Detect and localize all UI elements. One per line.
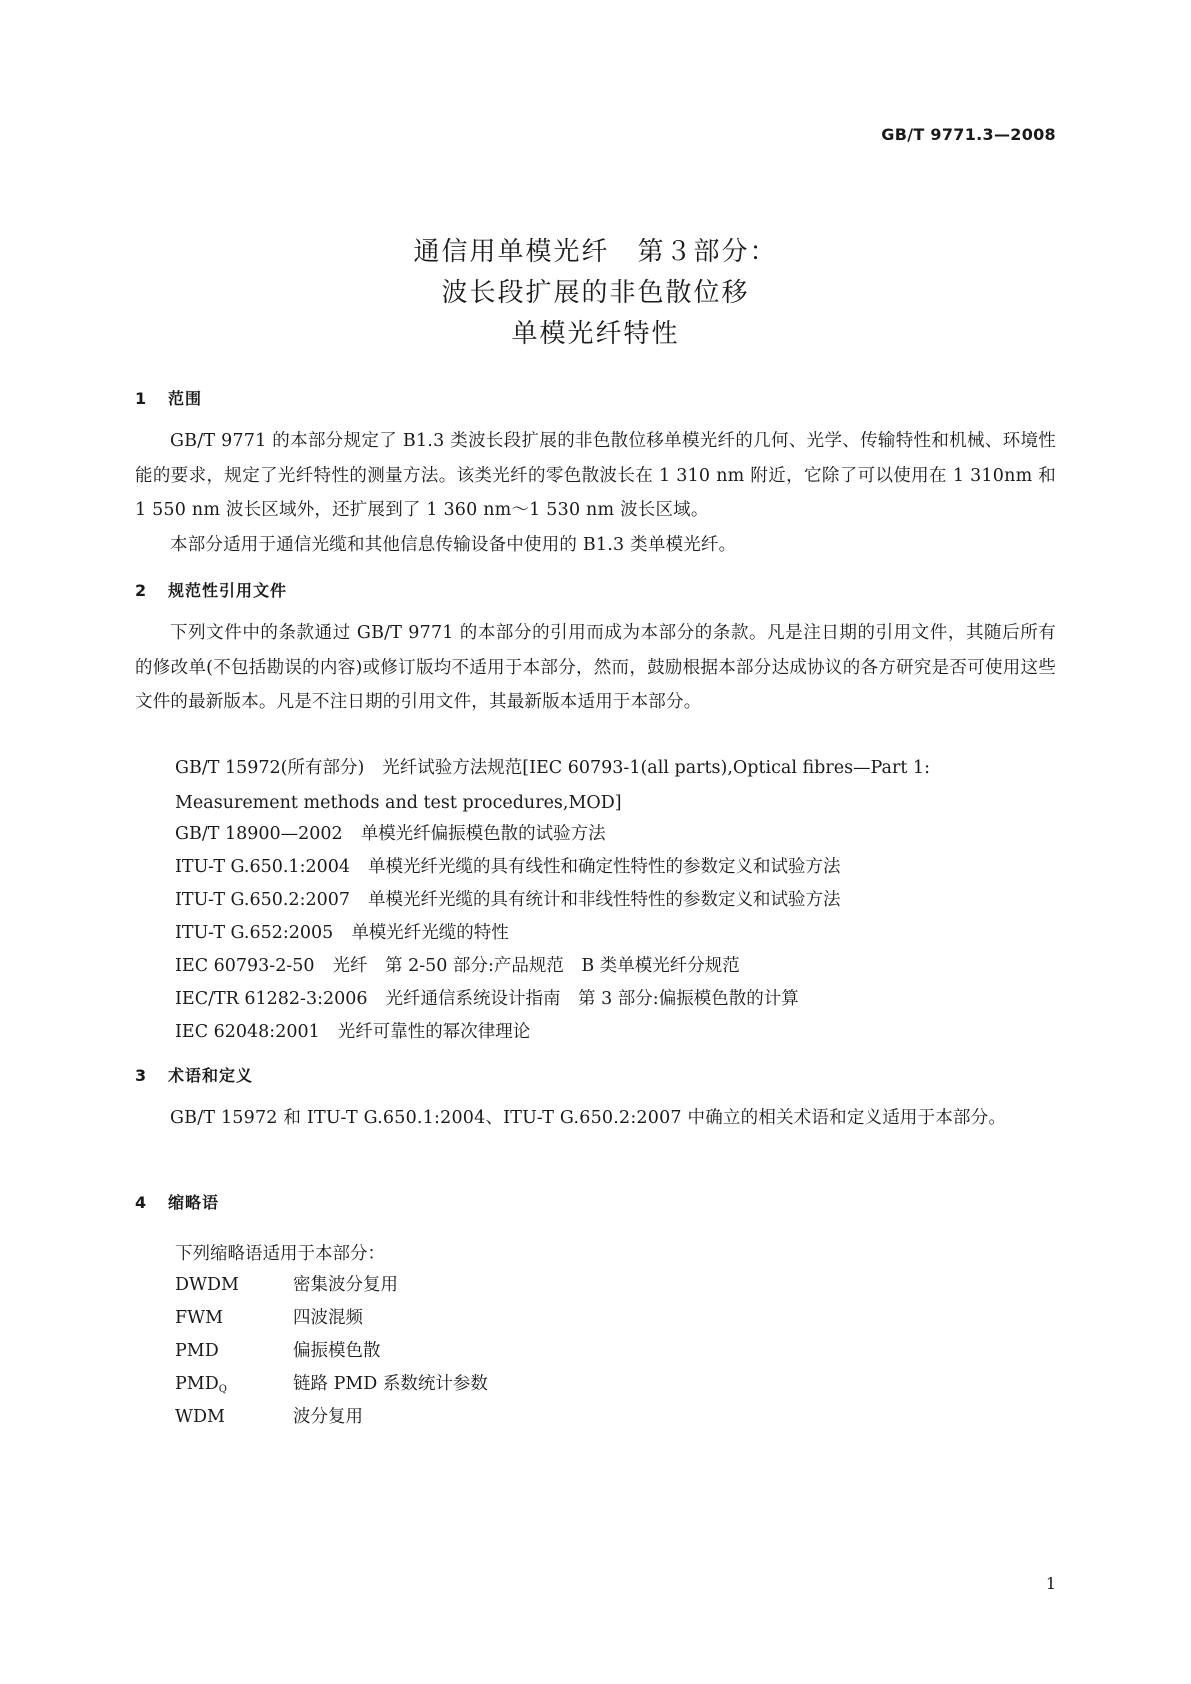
term-text: PMD: [175, 1341, 219, 1361]
abbreviation-term: [175, 1341, 293, 1362]
reference-item: [135, 883, 1056, 918]
paragraph: GB/T 15972 和 ITU-T G.650.1:2004、ITU-T G.650.2:2007 中确立的相关术语和定义适用于本部分。: [170, 1108, 1007, 1128]
section-title: 术语和定义: [168, 1066, 254, 1085]
section-number: 3: [135, 1066, 148, 1085]
title-line-1: 通信用单模光纤 第３部分：: [413, 237, 778, 267]
reference-code: IEC 62048:2001: [175, 1022, 320, 1042]
term-text: WDM: [175, 1407, 225, 1427]
abbreviation-term: [175, 1407, 293, 1428]
reference-item: [135, 949, 1056, 984]
reference-title: 光纤试验方法规范[IEC 60793-1(all parts),Optical fibres—Part 1: Measurement methods and test procedures,MOD]: [175, 758, 930, 813]
section-2-heading: [135, 578, 287, 601]
reference-code: GB/T 18900—2002: [175, 824, 343, 844]
reference-item: [135, 817, 1056, 852]
section-title: 规范性引用文件: [168, 581, 288, 600]
reference-code: ITU-T G.650.1:2004: [175, 857, 350, 877]
paragraph: GB/T 9771 的本部分规定了 B1.3 类波长段扩展的非色散位移单模光纤的几何、光学、传输特性和机械、环境性能的要求，规定了光纤特性的测量方法。该类光纤的零色散波长在 1 310 nm 附近，它除了可以使用在 1 310nm 和 1 550 nm 波长区域外，还扩展到了 1 360 nm～1 530 nm 波长区域。: [135, 431, 1056, 520]
section-title: 缩略语: [168, 1193, 220, 1212]
reference-code: IEC 60793-2-50: [175, 956, 315, 976]
document-title: [0, 232, 1191, 355]
title-line-3: 单模光纤特性: [511, 319, 680, 349]
abbreviation-row: [175, 1304, 363, 1329]
section-4-heading: [135, 1190, 219, 1213]
term-text: DWDM: [175, 1275, 239, 1295]
title-line-2: 波长段扩展的非色散位移: [441, 278, 750, 308]
abbreviation-row: [175, 1403, 363, 1428]
abbreviation-term: [175, 1275, 293, 1296]
reference-item: [135, 916, 1056, 951]
reference-item: [135, 751, 1056, 820]
abbreviations-intro: 下列缩略语适用于本部分：: [175, 1244, 385, 1264]
abbreviation-meaning: 偏振模色散: [293, 1341, 381, 1361]
reference-item: [135, 850, 1056, 885]
section-3-heading: [135, 1063, 253, 1086]
section-number: 4: [135, 1193, 148, 1212]
reference-item: [135, 1015, 1056, 1050]
page-number: 1: [1045, 1574, 1056, 1593]
abbreviation-meaning: 波分复用: [293, 1407, 363, 1427]
reference-code: ITU-T G.650.2:2007: [175, 890, 350, 910]
reference-title: 光纤通信系统设计指南 第 3 部分:偏振模色散的计算: [385, 989, 799, 1009]
abbreviation-term: [175, 1374, 293, 1395]
term-subscript: Q: [218, 1384, 227, 1395]
abbreviation-row: [175, 1271, 398, 1296]
paragraph: 本部分适用于通信光缆和其他信息传输设备中使用的 B1.3 类单模光纤。: [170, 534, 737, 555]
reference-title: 单模光纤光缆的特性: [351, 923, 509, 943]
abbreviation-term: [175, 1308, 293, 1329]
abbreviation-row: [175, 1370, 488, 1395]
abbreviation-meaning: 链路 PMD 系数统计参数: [293, 1374, 488, 1394]
reference-code: IEC/TR 61282-3:2006: [175, 989, 368, 1009]
reference-title: 光纤 第 2-50 部分:产品规范 B 类单模光纤分规范: [332, 956, 740, 976]
reference-item: [135, 982, 1056, 1017]
reference-title: 单模光纤光缆的具有统计和非线性特性的参数定义和试验方法: [368, 890, 841, 910]
abbreviation-meaning: 密集波分复用: [293, 1275, 398, 1295]
reference-code: GB/T 15972(所有部分): [175, 758, 365, 778]
paragraph: 下列文件中的条款通过 GB/T 9771 的本部分的引用而成为本部分的条款。凡是注日期的引用文件，其随后所有的修改单(不包括勘误的内容)或修订版均不适用于本部分，然而，鼓励根据本部分达成协议的各方研究是否可使用这些文件的最新版本。凡是不注日期的引用文件，其最新版本适用于本部分。: [135, 623, 1056, 712]
term-text: PMD: [175, 1374, 219, 1394]
section-title: 范围: [168, 389, 203, 408]
section-number: 1: [135, 389, 148, 408]
reference-code: ITU-T G.652:2005: [175, 923, 334, 943]
abbreviation-row: [175, 1337, 381, 1362]
reference-title: 光纤可靠性的幂次律理论: [337, 1022, 531, 1042]
section-1-body: [135, 424, 1056, 562]
section-number: 2: [135, 581, 148, 600]
reference-title: 单模光纤光缆的具有线性和确定性特性的参数定义和试验方法: [368, 857, 841, 877]
section-2-body: [135, 616, 1056, 720]
reference-title: 单模光纤偏振模色散的试验方法: [360, 824, 606, 844]
section-1-heading: [135, 386, 202, 409]
standard-number: GB/T 9771.3—2008: [881, 125, 1056, 144]
section-3-body: [135, 1101, 1056, 1136]
term-text: FWM: [175, 1308, 224, 1328]
abbreviation-meaning: 四波混频: [293, 1308, 363, 1328]
